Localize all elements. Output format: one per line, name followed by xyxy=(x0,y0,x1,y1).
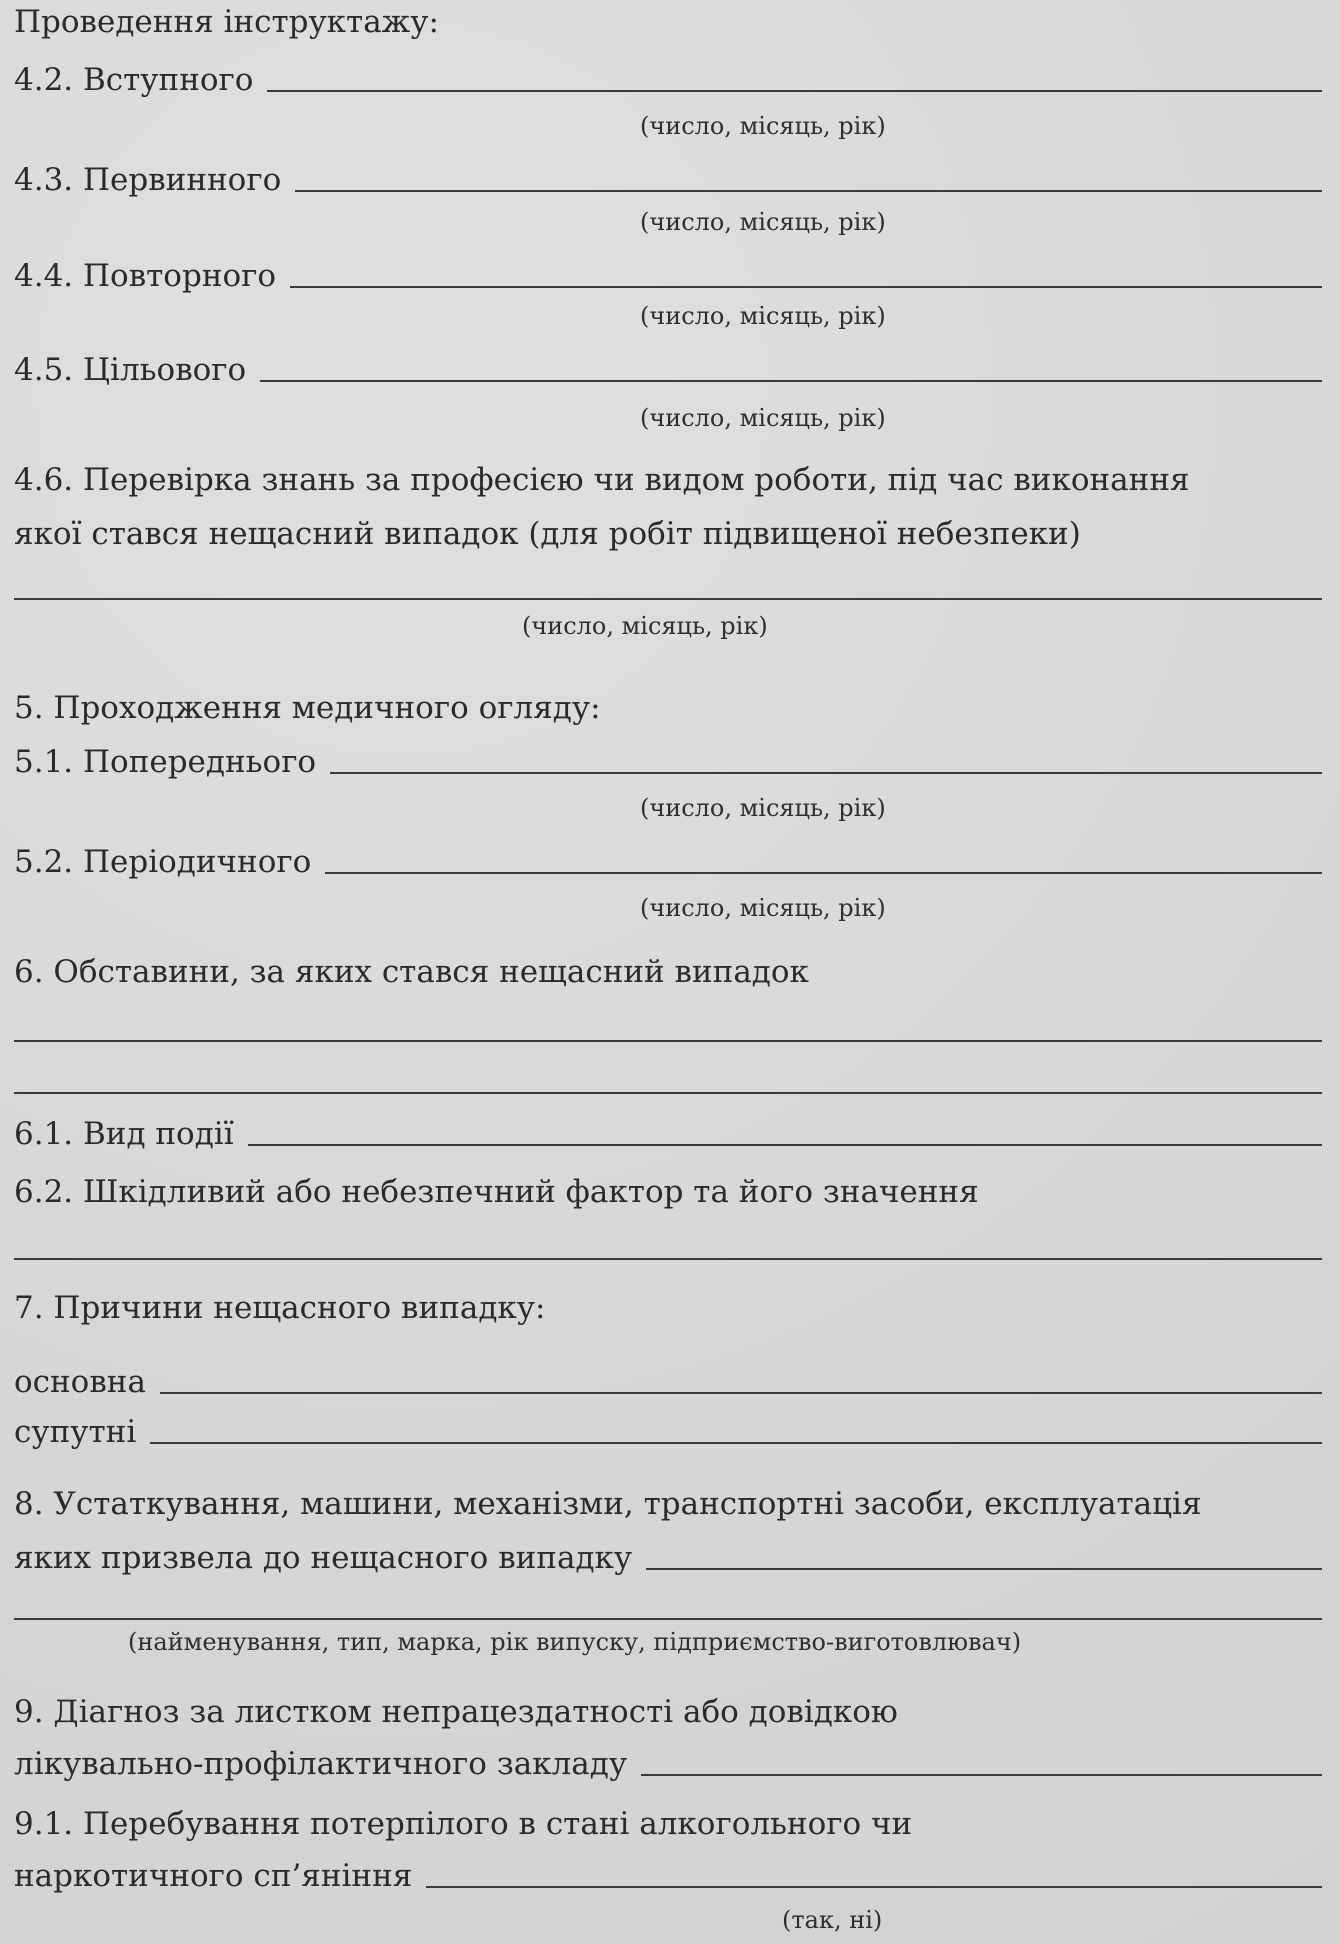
field-4-5-input[interactable] xyxy=(260,380,1322,382)
field-5-1-input[interactable] xyxy=(330,772,1322,774)
item-4-6-line1: 4.6. Перевірка знань за професією чи видом роботи, під час виконання xyxy=(14,462,1190,498)
hint-9-1: (так, ні) xyxy=(782,1906,883,1934)
item-4-6-line2: якої стався нещасний випадок (для робіт підвищеної небезпеки) xyxy=(14,516,1081,552)
field-8: яких призвела до нещасного випадку xyxy=(14,1540,1322,1576)
field-5-2-input[interactable] xyxy=(325,872,1322,874)
item-8-line1: 8. Устаткування, машини, механізми, транспортні засоби, експлуатація xyxy=(14,1486,1202,1522)
hint-4-3: (число, місяць, рік) xyxy=(640,208,886,236)
field-4-3-input[interactable] xyxy=(295,190,1322,192)
field-7-related: супутні xyxy=(14,1414,1322,1450)
field-8-input-line2[interactable] xyxy=(14,1618,1322,1620)
hint-5-2: (число, місяць, рік) xyxy=(640,894,886,922)
hint-5-1: (число, місяць, рік) xyxy=(640,794,886,822)
section6-heading: 6. Обставини, за яких стався нещасний випадок xyxy=(14,954,809,990)
hint-4-4: (число, місяць, рік) xyxy=(640,302,886,330)
field-4-6-input[interactable] xyxy=(14,598,1322,600)
hint-4-2: (число, місяць, рік) xyxy=(640,112,886,140)
item-9-1-line1: 9.1. Перебування потерпілого в стані алкогольного чи xyxy=(14,1806,913,1842)
field-6-input-line1[interactable] xyxy=(14,1040,1322,1042)
field-6-2-input[interactable] xyxy=(14,1258,1322,1260)
field-9-1: наркотичного сп’яніння xyxy=(14,1858,1322,1894)
field-4-3: 4.3. Первинного xyxy=(14,162,1322,198)
hint-4-5: (число, місяць, рік) xyxy=(640,404,886,432)
item-6-2: 6.2. Шкідливий або небезпечний фактор та його значення xyxy=(14,1174,979,1210)
field-4-2-input[interactable] xyxy=(267,90,1322,92)
field-7-main: основна xyxy=(14,1364,1322,1400)
hint-4-6: (число, місяць, рік) xyxy=(522,612,768,640)
section4-heading: Проведення інструктажу: xyxy=(14,4,439,40)
field-7-main-input[interactable] xyxy=(160,1392,1322,1394)
field-4-4: 4.4. Повторного xyxy=(14,258,1322,294)
field-5-2: 5.2. Періодичного xyxy=(14,844,1322,880)
section7-heading: 7. Причини нещасного випадку: xyxy=(14,1290,546,1326)
field-9-input[interactable] xyxy=(641,1774,1322,1776)
field-4-4-input[interactable] xyxy=(290,286,1322,288)
field-9: лікувально-профілактичного закладу xyxy=(14,1746,1322,1782)
field-5-1: 5.1. Попереднього xyxy=(14,744,1322,780)
field-9-1-input[interactable] xyxy=(426,1886,1322,1888)
field-6-input-line2[interactable] xyxy=(14,1092,1322,1094)
item-9-line1: 9. Діагноз за листком непрацездатності або довідкою xyxy=(14,1694,898,1730)
section5-heading: 5. Проходження медичного огляду: xyxy=(14,690,601,726)
field-8-input[interactable] xyxy=(646,1568,1322,1570)
field-4-2: 4.2. Вступного xyxy=(14,62,1322,98)
field-4-5: 4.5. Цільового xyxy=(14,352,1322,388)
hint-8: (найменування, тип, марка, рік випуску, підприємство-виготовлювач) xyxy=(128,1628,1022,1656)
field-6-1-input[interactable] xyxy=(248,1144,1322,1146)
field-6-1: 6.1. Вид події xyxy=(14,1116,1322,1152)
field-7-related-input[interactable] xyxy=(150,1442,1322,1444)
